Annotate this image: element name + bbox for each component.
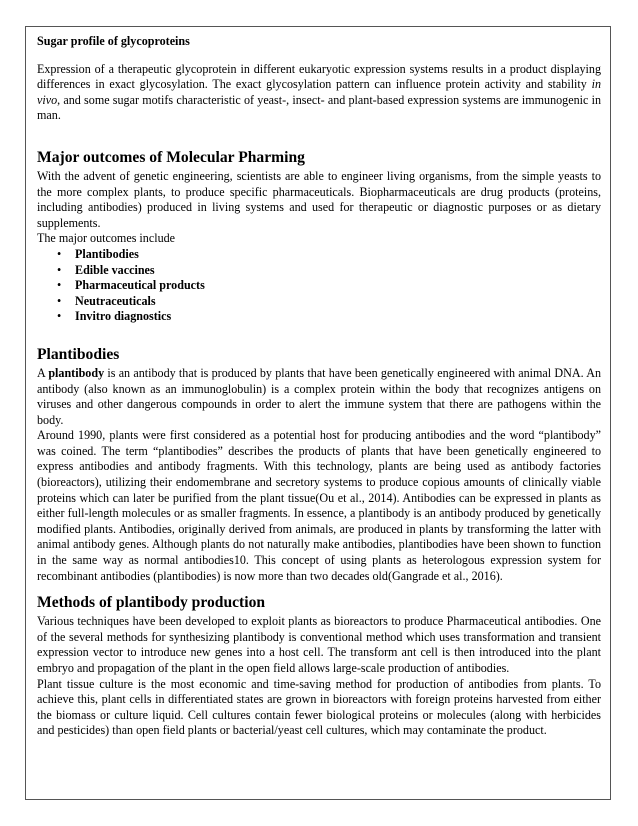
list-item: • Edible vaccines (75, 263, 601, 279)
plantibodies-paragraph-1 (37, 366, 601, 428)
plantibodies-text-cont: is an antibody that is produced by plants that have been genetically engineered with animal DNA. An antibody (also known as an immunoglobulin) is a complex protein within the body that recognizes antigens on viruses and other dangerous compounds in order to alert the immune system that there are pathogens within the body. (37, 365, 601, 427)
section-heading-sugar-profile: Sugar profile of glycoproteins (37, 34, 190, 48)
plantibody-bold-term: plantibody (48, 365, 105, 380)
sugar-profile-text: Expression of a therapeutic glycoprotein in different eukaryotic expression systems results in a product displaying differences in exact glycosylation. The exact glycosylation pattern can influence protein activity and stability (37, 61, 601, 92)
major-outcomes-list (37, 247, 601, 325)
list-item: • Pharmaceutical products (75, 278, 601, 294)
section-heading-methods: Methods of plantibody production (37, 594, 266, 612)
plantibodies-text: A (37, 365, 49, 380)
list-item: • Plantibodies (75, 247, 601, 263)
plantibodies-paragraph-2: Around 1990, plants were first considered as a potential host for producing antibodies and the word “plantibody” was coined. The term “plantibodies” describes the products of plants that have been genetically engineered to express antibodies and antibody fragments. With this technology, plants are being used as antibody factories (bioreactors), utilizing their endomembrane and secretory systems to produce copious amounts of clinically viable proteins which can later be purified from the plant tissue(Ou et al., 2014). Antibodies can be expressed in plants as either full-length molecules or as smaller fragments. In essence, a plantibody is an antibody produced by genetically modified plants. Antibodies, originally derived from animals, are produced in plants by transforming the latter with animal antibody genes. Although plants do not naturally make antibodies, plantibodies have been shown to function in the same way as normal antibodies10. This concept of using plants as heterologous expression system for recombinant antibodies (plantibodies) is now more than two decades old(Gangrade et al., 2016). (37, 428, 601, 583)
sugar-profile-paragraph (37, 62, 601, 124)
methods-paragraph-2: Plant tissue culture is the most economic and time-saving method for production of antibodies from plants. To achieve this, plant cells in differentiated states are grown in bioreactors with foreign proteins harvested from either the biomass or culture liquid. Cell cultures contain fewer biological proteins or molecules (along with herbicides and pesticides) than open field plants or bacterial/yeast cell cultures, which may contaminate the product. (37, 676, 601, 738)
in-vivo-italic: in vivo (37, 77, 601, 107)
list-item: • Neutraceuticals (75, 294, 601, 310)
document-body (37, 34, 601, 739)
major-outcomes-list-intro: The major outcomes include (37, 231, 176, 246)
section-heading-plantibodies: Plantibodies (37, 345, 120, 363)
methods-paragraph-1: Various techniques have been developed to exploit plants as bioreactors to produce Pharmaceutical antibodies. One of the several methods for synthesizing plantibody is conventional method which uses transformation and transient expression vector to introduce new genes into a host cell. The transform ant cell is then introduced into the plant embryo and propagation of the plant in the open field allows large-scale production of antibodies. (37, 614, 601, 675)
major-outcomes-paragraph: With the advent of genetic engineering, scientists are able to engineer living organisms, from the simple yeasts to the more complex plants, to produce specific pharmaceuticals. Biopharmaceuticals are drug products (proteins, including antibodies) produced in living systems and used for therapeutic or diagnostic purposes or as dietary supplements. (37, 168, 601, 230)
section-heading-major-outcomes: Major outcomes of Molecular Pharming (37, 148, 305, 166)
list-item: • Invitro diagnostics (75, 309, 601, 325)
sugar-profile-text-cont: , and some sugar motifs characteristic of yeast-, insect- and plant-based expression systems are immunogenic in man. (37, 92, 601, 123)
